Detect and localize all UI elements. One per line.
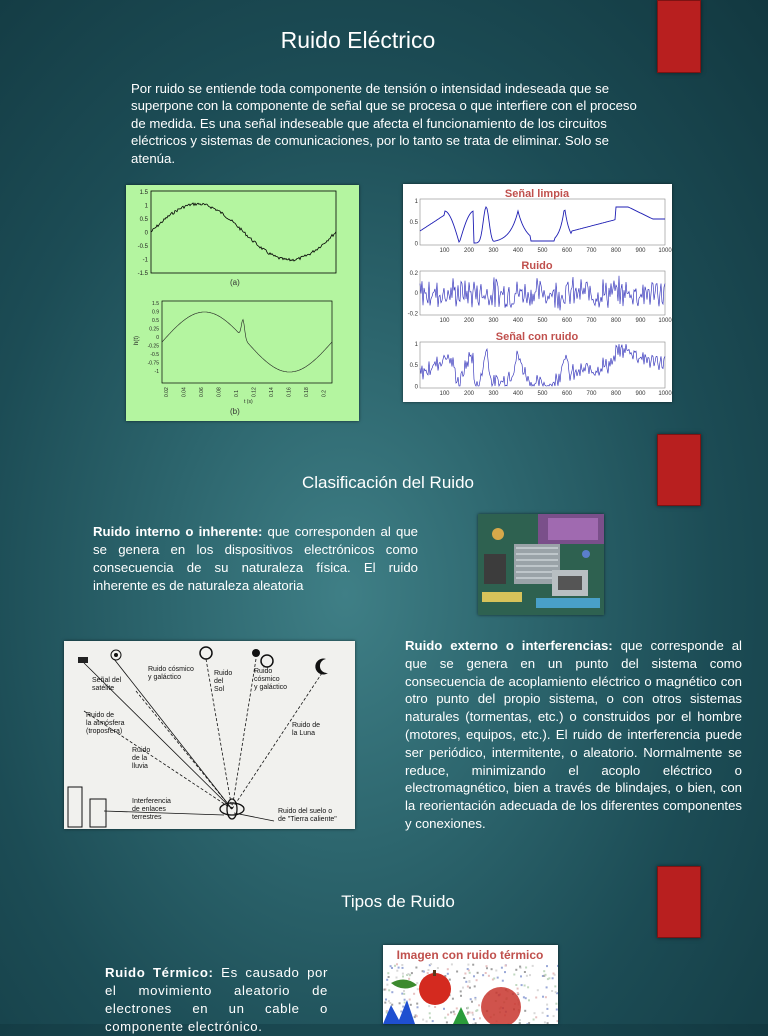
bottom-ytick: 0: [156, 335, 159, 341]
noise-speckle: [556, 1009, 558, 1011]
bottom-ytick: -1: [154, 369, 159, 375]
label-cosmic-2: y galáctico: [254, 684, 288, 691]
noise-speckle: [454, 1013, 456, 1015]
noise-speckle: [432, 1020, 434, 1022]
bottom-xtick: 0.14: [269, 387, 275, 397]
xtick: 500: [537, 391, 548, 397]
noise-speckle: [486, 967, 488, 969]
xtick: 300: [488, 248, 499, 254]
bottom-xtick: 0.12: [251, 387, 258, 397]
noise-speckle: [402, 976, 404, 978]
xtick: 900: [635, 318, 646, 324]
noise-speckle: [476, 979, 478, 981]
xtick: 500: [537, 248, 548, 254]
noise-speckle: [408, 978, 410, 980]
circuit-board-svg: [478, 514, 604, 615]
noise-speckle: [485, 972, 487, 974]
noise-speckle: [422, 1019, 424, 1021]
noise-speckle: [555, 1003, 557, 1005]
circuit-board-photo: [478, 514, 604, 615]
xtick: 1000: [658, 248, 672, 254]
noise-speckle: [462, 987, 464, 989]
label-atmosphere: Ruido de: [86, 712, 115, 719]
ytick: -0.2: [407, 311, 418, 318]
noise-speckle: [555, 991, 557, 993]
thermal-noise-paragraph: [105, 964, 328, 1036]
noisy-plot-frame: [420, 342, 665, 388]
title-noise: Ruido: [521, 260, 553, 272]
noise-speckle: [401, 993, 403, 995]
bottom-xtick: 0.08: [216, 387, 223, 397]
noise-speckle: [446, 1021, 448, 1023]
bottom-xlabel: t (s): [244, 399, 253, 405]
bottom-xtick: 0.02: [164, 387, 170, 397]
sun-icon: [200, 647, 212, 659]
noise-speckle: [426, 1020, 428, 1022]
label-rain: lluvia: [132, 763, 148, 770]
moon-icon: [315, 659, 328, 675]
noise-speckle: [456, 1007, 458, 1009]
thermal-noise-svg: [383, 945, 558, 1024]
xtick: 500: [537, 318, 548, 324]
noise-speckle: [429, 1012, 431, 1014]
noise-speckle: [428, 1005, 430, 1007]
xtick: 900: [635, 248, 646, 254]
bottom-xtick: 0.1: [234, 390, 240, 397]
noise-speckle: [471, 1001, 473, 1003]
noise-speckle: [389, 1002, 391, 1004]
noise-speckle: [423, 971, 425, 973]
bottom-xtick: 0.16: [286, 387, 293, 397]
noise-speckle: [430, 963, 432, 965]
noise-speckle: [533, 1019, 535, 1021]
label-satelite: Señal del: [92, 677, 122, 684]
top-ytick: -1: [142, 257, 148, 264]
noise-speckle: [428, 969, 430, 971]
noise-speckle: [546, 1008, 548, 1010]
noise-speckle: [478, 1004, 480, 1006]
label-ground: Ruido del suelo o: [278, 808, 333, 815]
noise-speckle: [469, 987, 471, 989]
xtick: 200: [463, 391, 475, 397]
noise-speckle: [417, 1006, 419, 1008]
red-tab-2: [657, 434, 701, 506]
noise-speckle: [546, 965, 548, 967]
noise-speckle: [453, 1011, 455, 1013]
noise-speckle: [519, 966, 521, 968]
bottom-xtick: 0.2: [321, 390, 328, 397]
label-sun: Ruido: [214, 670, 233, 677]
bottom-ytick: 1.5: [152, 301, 159, 307]
noise-speckle: [505, 965, 507, 967]
noise-speckle: [495, 970, 497, 972]
top-ytick: 0.5: [139, 217, 148, 223]
clean-plot-frame: [420, 199, 665, 245]
noise-speckle: [427, 972, 429, 974]
noise-speckle: [526, 975, 528, 977]
noise-speckle: [515, 984, 517, 986]
noise-speckle: [429, 1017, 431, 1019]
thermal-noise-image: [383, 945, 558, 1024]
noise-speckle: [443, 1008, 445, 1010]
xtick: 300: [488, 391, 499, 397]
top-ytick: 1: [144, 203, 148, 210]
noisy-sine-wave: [151, 203, 336, 261]
buildings-icon: [68, 787, 106, 827]
noise-speckle: [535, 997, 537, 999]
noise-speckle: [400, 1011, 402, 1013]
label-satelite: satélite: [92, 685, 115, 692]
bottom-ylabel: h(t): [134, 336, 140, 345]
noise-speckle: [388, 989, 390, 991]
noise-speckle: [414, 1016, 416, 1018]
noise-speckle: [413, 993, 415, 995]
noise-speckle: [493, 978, 495, 980]
noise-speckle: [451, 963, 453, 965]
noise-speckle: [473, 975, 475, 977]
noise-speckle: [545, 974, 547, 976]
noise-speckle: [467, 986, 469, 988]
noisy-signal-line: [420, 344, 665, 386]
ytick: 0: [414, 384, 418, 391]
noise-speckle: [528, 999, 530, 1001]
noise-speckle: [403, 990, 405, 992]
bottom-plot-frame: [162, 301, 332, 383]
star-burst-icon: [111, 650, 121, 660]
noise-speckle: [399, 1002, 401, 1004]
top-ytick: 1.5: [139, 190, 148, 196]
noise-speckle: [398, 967, 400, 969]
noise-speckle: [535, 1016, 537, 1018]
label-rain: Ruido: [132, 747, 151, 754]
xtick: 800: [610, 391, 622, 397]
noise-speckle: [467, 964, 469, 966]
noise-speckle: [482, 974, 484, 976]
noise-speckle: [543, 970, 545, 972]
label-cosmic-1: y galáctico: [148, 674, 182, 681]
external-noise-paragraph: [405, 637, 742, 833]
noise-speckle: [460, 995, 462, 997]
noise-speckle: [545, 996, 547, 998]
noise-speckle: [410, 1004, 412, 1006]
noise-speckle: [391, 991, 393, 993]
noise-speckle: [525, 967, 527, 969]
noise-sources-svg: [64, 641, 355, 829]
noise-speckle: [554, 985, 556, 987]
noise-speckle: [444, 1017, 446, 1019]
label-rain: de la: [132, 755, 148, 762]
xtick: 800: [610, 248, 622, 254]
external-noise-heading: Ruido externo o interferencias:: [405, 638, 613, 653]
noise-speckle: [471, 1012, 473, 1014]
bottom-ytick: -0.75: [147, 360, 159, 367]
noise-speckle: [469, 972, 471, 974]
noise-speckle: [465, 981, 467, 983]
signal-noise-svg: [403, 184, 672, 402]
xtick: 200: [463, 248, 475, 254]
noise-speckle: [497, 977, 499, 979]
noise-speckle: [411, 972, 413, 974]
top-ytick: -1.5: [137, 271, 148, 277]
xtick: 1000: [658, 391, 672, 397]
noise-speckle: [391, 967, 393, 969]
xtick: 400: [512, 318, 524, 324]
noise-speckle: [517, 988, 519, 990]
internal-noise-text: que corresponden al que se genera en los dispositivos electrónicos como consecuencia de su naturaleza física. El ruido inherente es de naturaleza aleatoria: [93, 524, 418, 593]
noise-speckle: [456, 971, 458, 973]
ytick: 0: [414, 291, 418, 298]
xtick: 700: [586, 391, 597, 397]
label-ground: de "Tierra caliente": [278, 816, 337, 823]
apple-icon: [419, 973, 451, 1005]
ytick: 0: [414, 241, 418, 248]
noise-speckle: [475, 998, 477, 1000]
noise-speckle: [388, 976, 390, 978]
label-terrestrial: terrestres: [132, 814, 162, 821]
ytick: 1: [414, 342, 418, 348]
noise-speckle: [409, 974, 411, 976]
noise-speckle: [520, 975, 522, 977]
noise-speckle: [404, 1002, 406, 1004]
noise-speckle: [557, 1020, 558, 1022]
noise-speckle: [402, 967, 404, 969]
noise-speckle: [437, 967, 439, 969]
noise-sources-diagram: [64, 641, 355, 829]
noise-speckle: [542, 996, 544, 998]
label-atmosphere: (troposfera): [86, 728, 123, 735]
xtick: 1000: [658, 318, 672, 324]
thermal-noise-text: Es causado por el movimiento aleatorio de electrones en un cable o componente electrónico.: [105, 965, 328, 1034]
bottom-ytick: -0.5: [150, 352, 159, 358]
noise-speckle: [527, 986, 529, 988]
noise-speckle: [464, 973, 466, 975]
noise-speckle: [396, 970, 398, 972]
noise-speckle: [504, 971, 506, 973]
bottom-ytick: 0.25: [149, 326, 159, 333]
noise-line: [420, 276, 665, 311]
noise-speckle: [517, 992, 519, 994]
label-terrestrial: de enlaces: [132, 806, 166, 813]
ytick: 1: [414, 199, 418, 205]
section-title-ruido-electrico: Ruido Eléctrico: [280, 27, 436, 53]
sun-icon-2: [261, 655, 273, 667]
ytick: 0.5: [409, 363, 418, 370]
noise-speckle: [477, 972, 479, 974]
noise-speckle: [401, 964, 403, 966]
section-title-clasificacion: Clasificación del Ruido: [302, 473, 474, 492]
noise-speckle: [557, 965, 558, 967]
noise-speckle: [475, 1010, 477, 1012]
title-noisy-signal: Señal con ruido: [495, 331, 579, 343]
noise-speckle: [467, 1012, 469, 1014]
label-cosmic-2: cósmico: [254, 676, 280, 683]
leaf-icon: [391, 979, 417, 988]
noise-speckle: [402, 973, 404, 975]
intro-paragraph: Por ruido se entiende toda componente de tensión o intensidad indeseada que se superpone con la componente de señal que se procesa o que interfiere con el proceso de medida. Es una señal indeseable que afecta el funcionamiento de los circuitos eléctricos y sistemas de comunicaciones, por lo tanto se trata de eliminar. Solo se atenúa.: [131, 81, 637, 166]
label-a: (a): [230, 278, 240, 287]
noise-speckle: [551, 990, 553, 992]
thermal-image-caption: Imagen con ruido térmico: [396, 948, 544, 962]
top-ytick: 0: [144, 230, 148, 237]
noise-speckle: [391, 1004, 393, 1006]
noise-speckle: [460, 990, 462, 992]
noise-speckle: [469, 981, 471, 983]
clean-signal-line: [420, 207, 665, 243]
red-tab-3: [657, 866, 701, 938]
noise-speckle: [502, 980, 504, 982]
label-sun: Sol: [214, 686, 225, 693]
noise-speckle: [415, 967, 417, 969]
noise-speckle: [417, 988, 419, 990]
noise-speckle: [529, 974, 531, 976]
noise-speckle: [404, 999, 406, 1001]
noise-speckle: [463, 977, 465, 979]
xtick: 600: [561, 248, 573, 254]
noise-speckle: [403, 993, 405, 995]
noise-speckle: [534, 1012, 536, 1014]
thermal-noise-heading: Ruido Térmico:: [105, 965, 214, 980]
section-title-tipos: Tipos de Ruido: [341, 892, 455, 911]
noise-speckle: [521, 984, 523, 986]
noise-speckle: [553, 973, 555, 975]
noise-speckle: [434, 1006, 436, 1008]
external-noise-text: que corresponde al que se genera en un punto del sistema como consecuencia de acoplamiento eléctrico o magnético con otro punto del propio sistema, o con otros sistemas naturales (tormentas, etc.) o construidos por el hombre (motores, equipos, etc.). El ruido de interferencia puede ser periódico, intermitente, o aleatorio. Normalmente se reduce, minimizando el acoplo eléctrico o electromagnético, bien a través de blindajes, o bien, con la reorientación adecuada de los diferentes componentes y conexiones.: [405, 638, 742, 831]
label-atmosphere: la atmósfera: [86, 720, 125, 727]
noise-speckle: [547, 1015, 549, 1017]
xtick: 700: [586, 318, 597, 324]
label-sun: del: [214, 678, 224, 685]
cosmic-star-icon: [252, 649, 260, 657]
internal-noise-heading: Ruido interno o inherente:: [93, 524, 263, 539]
internal-noise-paragraph: [93, 523, 418, 595]
noise-speckle: [449, 979, 451, 981]
ytick: 0.5: [409, 220, 418, 227]
noise-speckle: [544, 1021, 546, 1023]
noise-speckle: [416, 1015, 418, 1017]
red-tab-1: [657, 0, 701, 73]
xtick: 100: [439, 318, 450, 324]
bottom-ytick: -0.25: [147, 343, 159, 350]
noise-speckle: [519, 1019, 521, 1021]
noise-speckle: [525, 997, 527, 999]
bottom-ytick: 0.5: [152, 318, 159, 324]
noise-speckle: [386, 979, 388, 981]
xtick: 700: [586, 248, 597, 254]
bottom-xtick: 0.06: [199, 387, 205, 397]
xtick: 900: [635, 391, 646, 397]
noise-speckle: [447, 968, 449, 970]
xtick: 400: [512, 391, 524, 397]
noise-speckle: [387, 972, 389, 974]
noise-speckle: [491, 968, 493, 970]
noise-speckle: [537, 989, 539, 991]
label-moon: Ruido de: [292, 722, 321, 729]
xtick: 600: [561, 391, 573, 397]
noise-speckle: [486, 965, 488, 967]
noise-speckle: [394, 965, 396, 967]
noise-speckle: [542, 1012, 544, 1014]
noise-speckle: [385, 999, 387, 1001]
bottom-xtick: 0.18: [304, 387, 310, 397]
noise-speckle: [396, 977, 398, 979]
noise-speckle: [524, 985, 526, 987]
noise-speckle: [467, 968, 469, 970]
noise-speckle: [402, 1006, 404, 1008]
noise-speckle: [532, 965, 534, 967]
noise-speckle: [488, 975, 490, 977]
satellite-icon: [78, 657, 88, 663]
title-clean-signal: Señal limpia: [504, 188, 570, 200]
ytick: 0.2: [409, 271, 418, 277]
xtick: 600: [561, 318, 573, 324]
noise-speckle: [513, 974, 515, 976]
label-moon: la Luna: [292, 730, 315, 737]
noise-speckle: [472, 964, 474, 966]
noise-speckle: [396, 963, 398, 965]
xtick: 300: [488, 318, 499, 324]
noise-speckle: [452, 998, 454, 1000]
xtick: 100: [439, 391, 450, 397]
bottom-xtick: 0.04: [181, 387, 188, 397]
noise-speckle: [473, 1018, 475, 1020]
noise-speckle: [546, 986, 548, 988]
noise-speckle: [447, 1014, 449, 1016]
noise-speckle: [447, 973, 449, 975]
noise-speckle: [524, 971, 526, 973]
noise-speckle: [416, 1003, 418, 1005]
noise-speckle: [470, 998, 472, 1000]
noise-speckle: [383, 989, 385, 991]
sine-with-spike: [162, 312, 332, 372]
label-b: (b): [230, 407, 240, 416]
xtick: 400: [512, 248, 524, 254]
noise-speckle: [390, 965, 392, 967]
label-cosmic-2: Ruido: [254, 668, 273, 675]
label-terrestrial: Interferencia: [132, 798, 171, 805]
noise-speckle: [515, 969, 517, 971]
noise-speckle: [472, 1014, 474, 1016]
noise-speckle: [467, 1007, 469, 1009]
noise-speckle: [548, 977, 550, 979]
noise-speckle: [546, 1004, 548, 1006]
green-waveform-figure: [126, 185, 359, 421]
bottom-ytick: 0.9: [152, 309, 159, 316]
noise-speckle: [501, 967, 503, 969]
noise-speckle: [386, 984, 388, 986]
xtick: 800: [610, 318, 622, 324]
noise-speckle: [552, 977, 554, 979]
noise-speckle: [524, 1010, 526, 1012]
noise-speckle: [409, 999, 411, 1001]
top-ytick: -0.5: [137, 244, 148, 250]
xtick: 200: [463, 318, 475, 324]
noise-speckle: [416, 982, 418, 984]
xtick: 100: [439, 248, 450, 254]
noise-speckle: [474, 985, 476, 987]
noise-speckle: [523, 996, 525, 998]
signal-noise-figure: [403, 184, 672, 402]
noise-speckle: [388, 1000, 390, 1002]
waveform-plots-svg: [126, 185, 359, 421]
noise-speckle: [553, 1015, 555, 1017]
label-cosmic-1: Ruido cósmico: [148, 666, 194, 673]
noise-speckle: [384, 1002, 386, 1004]
noise-speckle: [479, 1017, 481, 1019]
noise-speckle: [450, 1011, 452, 1013]
